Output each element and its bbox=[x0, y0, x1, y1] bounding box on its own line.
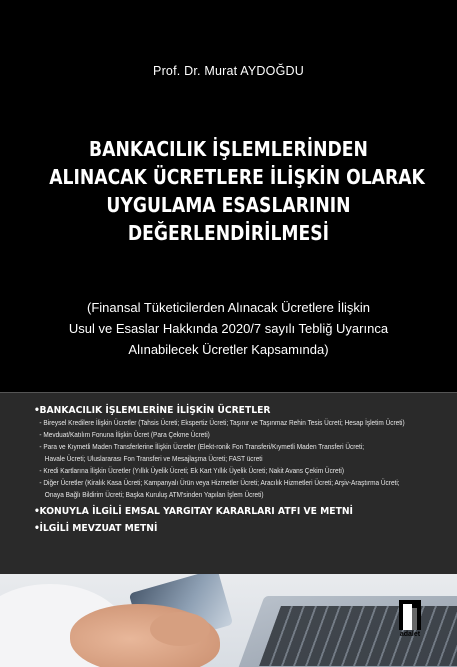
contents-list bbox=[34, 404, 449, 535]
bullet-icon: • bbox=[34, 405, 40, 416]
author-name: Prof. Dr. Murat AYDOĞDU bbox=[153, 64, 304, 78]
contents-section: •İLGİLİ MEVZUAT METNİ bbox=[34, 523, 158, 534]
contents-item: - Bireysel Kredilere İlişkin Ücretler (Tahsis Ücreti; Ekspertiz Ücreti; Taşınır ve Taşınmaz Rehin Tesis Ücreti; Hesap İşletim Ücreti) bbox=[39, 418, 405, 427]
bullet-icon: • bbox=[34, 523, 40, 534]
publisher-name: adalet bbox=[399, 631, 421, 638]
contents-item: - Diğer Ücretler (Kiralık Kasa Ücreti; Kampanyalı Ürün veya Hizmetler Ücreti; Aracılık Hizmetleri Ücreti; Arşiv-Araştırma Ücreti; bbox=[39, 478, 400, 487]
contents-item: Havale Ücreti; Uluslararası Fon Transferi ve Mesajlaşma Ücreti; FAST ücreti bbox=[44, 454, 263, 463]
panel-divider bbox=[0, 392, 457, 393]
title-line: DEĞERLENDİRİLMESİ bbox=[127, 221, 330, 245]
title-line: UYGULAMA ESASLARININ bbox=[106, 193, 351, 217]
publisher-logo bbox=[396, 600, 424, 646]
title-line: ALINACAK ÜCRETLERE İLİŞKİN OLARAK bbox=[49, 165, 425, 189]
subtitle-line: (Finansal Tüketicilerden Alınacak Ücretlere İlişkin bbox=[87, 300, 370, 315]
bullet-icon: • bbox=[34, 506, 40, 517]
thumb-image bbox=[150, 612, 210, 646]
subtitle-line: Usul ve Esaslar Hakkında 2020/7 sayılı Tebliğ Uyarınca bbox=[68, 321, 389, 336]
contents-item: - Kredi Kartlarına İlişkin Ücretler (Yıllık Üyelik Ücreti; Ek Kart Yıllık Üyelik Ücreti; Nakit Avans Çekim Ücreti) bbox=[39, 466, 344, 475]
subtitle-line: Alınabilecek Ücretler Kapsamında) bbox=[128, 342, 329, 357]
contents-item: - Mevduat/Katılım Fonuna İlişkin Ücret (Para Çekme Ücreti) bbox=[39, 430, 210, 439]
door-icon bbox=[399, 600, 421, 630]
contents-item: Onaya Bağlı Bildirim Ücreti; Başka Kuruluş ATM'sinden Yapılan İşlem Ücreti) bbox=[44, 490, 264, 499]
book-title bbox=[49, 135, 425, 247]
keyboard-image bbox=[259, 606, 457, 666]
contents-section: •KONUYLA İLGİLİ EMSAL YARGITAY KARARLARI ATFI VE METNİ bbox=[34, 506, 353, 517]
cover-photo bbox=[0, 574, 457, 667]
contents-item: - Para ve Kıymetli Maden Transferlerine İlişkin Ücretler (Elekt-ronik Fon Transferi/Kıymetli Maden Transferi Ücreti; bbox=[39, 442, 365, 451]
contents-section: •BANKACILIK İŞLEMLERİNE İLİŞKİN ÜCRETLER bbox=[34, 405, 271, 416]
book-subtitle bbox=[10, 297, 447, 360]
title-line: BANKACILIK İŞLEMLERİNDEN bbox=[89, 137, 368, 161]
